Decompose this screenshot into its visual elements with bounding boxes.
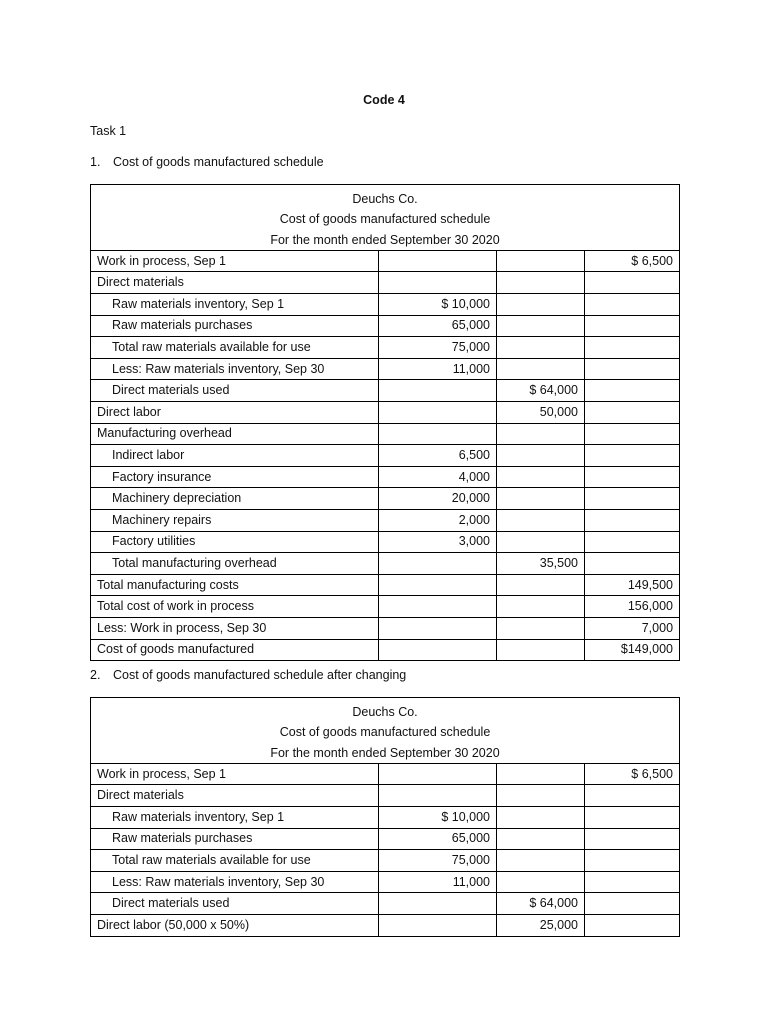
table-row bbox=[91, 423, 680, 445]
amount-cell: $ 6,500 bbox=[585, 250, 680, 272]
cogm-schedule-after-change-table bbox=[90, 697, 680, 937]
amount-cell bbox=[497, 294, 585, 316]
row-label: Total manufacturing costs bbox=[91, 574, 379, 596]
row-label: Direct labor (50,000 x 50%) bbox=[91, 915, 379, 937]
row-label: Manufacturing overhead bbox=[91, 423, 379, 445]
table-row bbox=[91, 445, 680, 467]
row-label: Direct materials used bbox=[91, 380, 379, 402]
amount-cell bbox=[497, 596, 585, 618]
amount-cell bbox=[379, 402, 497, 424]
amount-cell bbox=[497, 272, 585, 294]
amount-cell: 35,500 bbox=[497, 553, 585, 575]
table-row bbox=[91, 294, 680, 316]
table-row bbox=[91, 466, 680, 488]
amount-cell bbox=[379, 915, 497, 937]
amount-cell: $ 6,500 bbox=[585, 763, 680, 785]
amount-cell bbox=[585, 828, 680, 850]
amount-cell: 65,000 bbox=[379, 828, 497, 850]
row-label: Less: Work in process, Sep 30 bbox=[91, 617, 379, 639]
amount-cell: 20,000 bbox=[379, 488, 497, 510]
amount-cell: 7,000 bbox=[585, 617, 680, 639]
amount-cell: 149,500 bbox=[585, 574, 680, 596]
amount-cell bbox=[497, 785, 585, 807]
amount-cell: 6,500 bbox=[379, 445, 497, 467]
row-label: Factory insurance bbox=[91, 466, 379, 488]
amount-cell bbox=[585, 272, 680, 294]
table-row bbox=[91, 785, 680, 807]
row-label: Raw materials purchases bbox=[91, 828, 379, 850]
amount-cell bbox=[379, 785, 497, 807]
amount-cell bbox=[585, 785, 680, 807]
table-row bbox=[91, 402, 680, 424]
amount-cell: 11,000 bbox=[379, 871, 497, 893]
row-label: Work in process, Sep 1 bbox=[91, 763, 379, 785]
row-label: Less: Raw materials inventory, Sep 30 bbox=[91, 871, 379, 893]
table-row bbox=[91, 763, 680, 785]
amount-cell bbox=[497, 828, 585, 850]
document-title: Code 4 bbox=[363, 93, 405, 107]
table-row bbox=[91, 250, 680, 272]
amount-cell bbox=[379, 272, 497, 294]
amount-cell bbox=[379, 574, 497, 596]
table-row bbox=[91, 893, 680, 915]
table-header-row bbox=[91, 185, 680, 251]
amount-cell: 25,000 bbox=[497, 915, 585, 937]
amount-cell bbox=[585, 488, 680, 510]
amount-cell bbox=[585, 510, 680, 532]
amount-cell bbox=[497, 423, 585, 445]
schedule-header bbox=[91, 698, 680, 764]
amount-cell bbox=[585, 531, 680, 553]
amount-cell bbox=[379, 380, 497, 402]
amount-cell bbox=[497, 466, 585, 488]
amount-cell: 50,000 bbox=[497, 402, 585, 424]
amount-cell bbox=[585, 871, 680, 893]
amount-cell bbox=[379, 763, 497, 785]
amount-cell: 65,000 bbox=[379, 315, 497, 337]
table-row bbox=[91, 272, 680, 294]
amount-cell bbox=[585, 423, 680, 445]
table-row bbox=[91, 510, 680, 532]
amount-cell: $ 10,000 bbox=[379, 807, 497, 829]
amount-cell bbox=[379, 553, 497, 575]
amount-cell bbox=[379, 893, 497, 915]
amount-cell bbox=[585, 402, 680, 424]
amount-cell: $149,000 bbox=[585, 639, 680, 661]
amount-cell bbox=[497, 850, 585, 872]
schedule-title: Cost of goods manufactured schedule bbox=[279, 212, 491, 227]
amount-cell bbox=[497, 807, 585, 829]
row-label: Direct materials used bbox=[91, 893, 379, 915]
amount-cell: 75,000 bbox=[379, 850, 497, 872]
table-row bbox=[91, 915, 680, 937]
company-name: Deuchs Co. bbox=[352, 192, 418, 206]
row-label: Total raw materials available for use bbox=[91, 850, 379, 872]
table-row bbox=[91, 531, 680, 553]
amount-cell bbox=[585, 893, 680, 915]
row-label: Factory utilities bbox=[91, 531, 379, 553]
amount-cell bbox=[585, 358, 680, 380]
row-label: Raw materials purchases bbox=[91, 315, 379, 337]
amount-cell bbox=[585, 294, 680, 316]
schedule-title: Cost of goods manufactured schedule bbox=[279, 725, 491, 740]
row-label: Total manufacturing overhead bbox=[91, 553, 379, 575]
table-row bbox=[91, 828, 680, 850]
schedule-period: For the month ended September 30 2020 bbox=[270, 232, 500, 247]
row-label: Total raw materials available for use bbox=[91, 337, 379, 359]
amount-cell: 11,000 bbox=[379, 358, 497, 380]
amount-cell bbox=[497, 250, 585, 272]
table-row bbox=[91, 315, 680, 337]
row-label: Direct materials bbox=[91, 272, 379, 294]
section-number: 1. bbox=[90, 155, 101, 169]
amount-cell bbox=[379, 617, 497, 639]
section-number: 2. bbox=[90, 668, 101, 682]
amount-cell: 4,000 bbox=[379, 466, 497, 488]
amount-cell bbox=[379, 596, 497, 618]
section-title: Cost of goods manufactured schedule bbox=[113, 155, 324, 169]
row-label: Direct labor bbox=[91, 402, 379, 424]
row-label: Less: Raw materials inventory, Sep 30 bbox=[91, 358, 379, 380]
amount-cell bbox=[497, 488, 585, 510]
amount-cell bbox=[497, 337, 585, 359]
amount-cell: 2,000 bbox=[379, 510, 497, 532]
table-row bbox=[91, 337, 680, 359]
table-row bbox=[91, 380, 680, 402]
amount-cell: $ 64,000 bbox=[497, 893, 585, 915]
amount-cell bbox=[497, 574, 585, 596]
row-label: Machinery depreciation bbox=[91, 488, 379, 510]
table-row bbox=[91, 639, 680, 661]
row-label: Machinery repairs bbox=[91, 510, 379, 532]
amount-cell bbox=[497, 763, 585, 785]
amount-cell bbox=[585, 466, 680, 488]
table-row bbox=[91, 553, 680, 575]
company-name: Deuchs Co. bbox=[352, 705, 418, 719]
amount-cell bbox=[379, 639, 497, 661]
row-label: Direct materials bbox=[91, 785, 379, 807]
cogm-schedule-table bbox=[90, 184, 680, 661]
table-row bbox=[91, 871, 680, 893]
row-label: Raw materials inventory, Sep 1 bbox=[91, 807, 379, 829]
amount-cell bbox=[585, 337, 680, 359]
section-title: Cost of goods manufactured schedule after changing bbox=[113, 668, 407, 682]
row-label: Cost of goods manufactured bbox=[91, 639, 379, 661]
amount-cell bbox=[585, 807, 680, 829]
task-label: Task 1 bbox=[90, 124, 127, 138]
schedule-period: For the month ended September 30 2020 bbox=[270, 745, 500, 760]
amount-cell bbox=[497, 358, 585, 380]
table-row bbox=[91, 850, 680, 872]
row-label: Total cost of work in process bbox=[91, 596, 379, 618]
amount-cell: 3,000 bbox=[379, 531, 497, 553]
amount-cell bbox=[379, 423, 497, 445]
row-label: Work in process, Sep 1 bbox=[91, 250, 379, 272]
amount-cell bbox=[379, 250, 497, 272]
amount-cell bbox=[585, 315, 680, 337]
table-row bbox=[91, 807, 680, 829]
amount-cell bbox=[585, 445, 680, 467]
amount-cell bbox=[585, 553, 680, 575]
table-row bbox=[91, 358, 680, 380]
amount-cell bbox=[497, 617, 585, 639]
amount-cell bbox=[497, 510, 585, 532]
schedule-header bbox=[91, 185, 680, 251]
amount-cell bbox=[497, 871, 585, 893]
amount-cell bbox=[497, 639, 585, 661]
table-row bbox=[91, 617, 680, 639]
amount-cell: 75,000 bbox=[379, 337, 497, 359]
row-label: Indirect labor bbox=[91, 445, 379, 467]
table-row bbox=[91, 596, 680, 618]
amount-cell bbox=[497, 531, 585, 553]
section-heading-1 bbox=[90, 155, 324, 169]
amount-cell: $ 10,000 bbox=[379, 294, 497, 316]
amount-cell bbox=[585, 850, 680, 872]
amount-cell bbox=[585, 380, 680, 402]
section-heading-2 bbox=[90, 668, 406, 682]
amount-cell bbox=[497, 445, 585, 467]
table-header-row bbox=[91, 698, 680, 764]
amount-cell bbox=[497, 315, 585, 337]
table-row bbox=[91, 488, 680, 510]
row-label: Raw materials inventory, Sep 1 bbox=[91, 294, 379, 316]
table-row bbox=[91, 574, 680, 596]
amount-cell: $ 64,000 bbox=[497, 380, 585, 402]
amount-cell: 156,000 bbox=[585, 596, 680, 618]
amount-cell bbox=[585, 915, 680, 937]
